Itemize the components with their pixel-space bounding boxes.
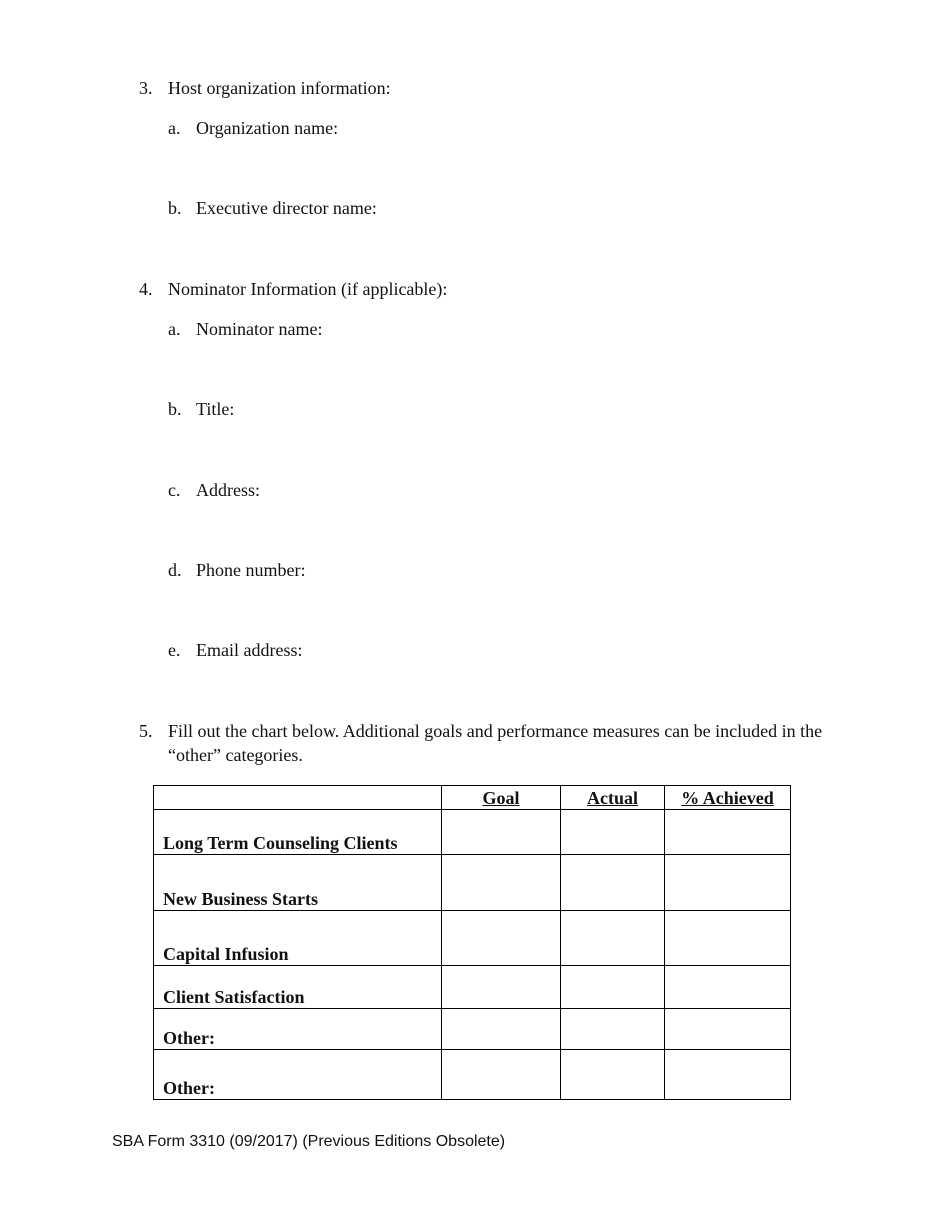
performance-chart-table xyxy=(153,785,791,1100)
table-row xyxy=(154,966,791,1009)
row-label-new-business-starts: New Business Starts xyxy=(154,855,442,911)
section-4-item-b-letter: b. xyxy=(168,399,182,419)
organization-name-label: Organization name: xyxy=(196,118,339,138)
achieved-cell[interactable] xyxy=(665,855,791,911)
section-4-item-c-letter: c. xyxy=(168,480,181,500)
goal-cell[interactable] xyxy=(442,810,561,855)
nominator-name-label: Nominator name: xyxy=(196,319,323,339)
table-row xyxy=(154,855,791,911)
form-footer: SBA Form 3310 (09/2017) (Previous Editions Obsolete) xyxy=(112,1133,506,1150)
achieved-cell[interactable] xyxy=(665,966,791,1009)
section-3-number: 3. xyxy=(139,78,153,98)
goal-cell[interactable] xyxy=(442,1009,561,1050)
nominator-title-label: Title: xyxy=(196,399,235,419)
actual-cell[interactable] xyxy=(561,911,665,966)
goal-cell[interactable] xyxy=(442,855,561,911)
table-row xyxy=(154,911,791,966)
section-4-item-d-letter: d. xyxy=(168,560,182,580)
executive-director-name-label: Executive director name: xyxy=(196,198,377,218)
actual-cell[interactable] xyxy=(561,855,665,911)
section-4-item-a-letter: a. xyxy=(168,319,181,339)
table-row xyxy=(154,1050,791,1100)
goal-cell[interactable] xyxy=(442,1050,561,1100)
section-3-item-a-letter: a. xyxy=(168,118,181,138)
nominator-email-label: Email address: xyxy=(196,640,303,660)
header-cell-goal: Goal xyxy=(442,786,561,810)
table-header-row xyxy=(154,786,791,810)
section-5-instructions: Fill out the chart below. Additional goals and performance measures can be included in the “other” categories. xyxy=(168,721,823,765)
actual-cell[interactable] xyxy=(561,966,665,1009)
nominator-phone-label: Phone number: xyxy=(196,560,306,580)
section-4-number: 4. xyxy=(139,279,153,299)
nominator-address-label: Address: xyxy=(196,480,260,500)
achieved-cell[interactable] xyxy=(665,1050,791,1100)
section-4-title: Nominator Information (if applicable): xyxy=(168,279,448,299)
section-4-item-e-letter: e. xyxy=(168,640,181,660)
achieved-cell[interactable] xyxy=(665,810,791,855)
row-label-other-2: Other: xyxy=(154,1050,442,1100)
section-3-title: Host organization information: xyxy=(168,78,391,98)
actual-cell[interactable] xyxy=(561,810,665,855)
table-row xyxy=(154,810,791,855)
achieved-cell[interactable] xyxy=(665,1009,791,1050)
row-label-capital-infusion: Capital Infusion xyxy=(154,911,442,966)
actual-cell[interactable] xyxy=(561,1009,665,1050)
goal-cell[interactable] xyxy=(442,966,561,1009)
header-cell-actual: Actual xyxy=(561,786,665,810)
row-label-long-term-counseling-clients: Long Term Counseling Clients xyxy=(154,810,442,855)
header-cell-achieved: % Achieved xyxy=(665,786,791,810)
row-label-other-1: Other: xyxy=(154,1009,442,1050)
section-5-number: 5. xyxy=(139,721,153,741)
actual-cell[interactable] xyxy=(561,1050,665,1100)
section-3-item-b-letter: b. xyxy=(168,198,182,218)
header-cell-blank xyxy=(154,786,442,810)
achieved-cell[interactable] xyxy=(665,911,791,966)
table-row xyxy=(154,1009,791,1050)
row-label-client-satisfaction: Client Satisfaction xyxy=(154,966,442,1009)
goal-cell[interactable] xyxy=(442,911,561,966)
